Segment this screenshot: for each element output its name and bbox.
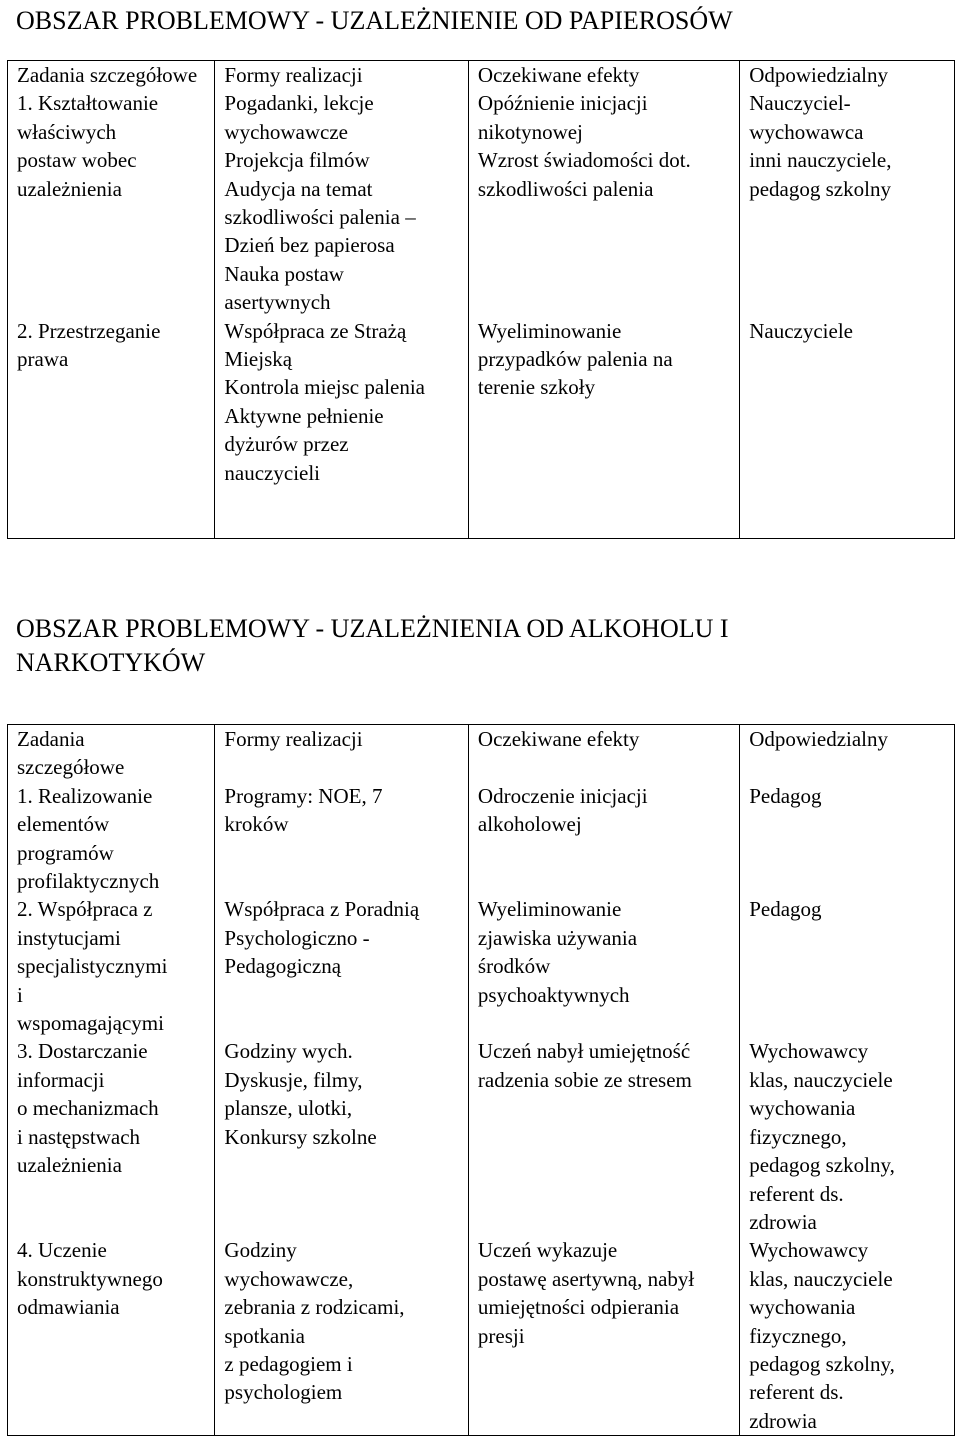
cell-text-line: Programy: NOE, 7 [224,783,383,808]
forms-cell [215,1236,469,1435]
cell-text-line: pedagog szkolny, [749,1351,895,1376]
cell-text-line: wychowawcze [224,119,349,144]
cell-text-line: postawę asertywną, nabył [477,1266,695,1291]
cell-text-line: Godziny [224,1238,297,1263]
cell-text-line: psychologiem [224,1380,343,1405]
effects-cell [468,317,739,539]
cell-text-line: Dyskusje, filmy, [224,1067,363,1092]
cell-text-line: referent ds. [749,1181,844,1206]
cell-text-line: instytucjami [17,925,121,950]
cell-text-line: dyżurów przez [224,432,349,457]
cell-text-line: przypadków palenia na [477,347,673,372]
cell-text-line: Wyeliminowanie [477,318,622,343]
table-header-row [8,61,955,90]
cell-text-line: elementów [17,812,110,837]
cell-text-line: nikotynowej [477,119,583,144]
cell-text-line: wychowania [749,1096,856,1121]
effects-cell [468,1236,739,1435]
cell-text-line: uzależnienia [17,176,122,201]
task-cell [8,317,215,539]
cell-text-line: fizycznego, [749,1323,847,1348]
cell-text-line: Pedagog [749,897,822,922]
cell-text-line: odmawiania [17,1295,120,1320]
cell-text-line: klas, nauczyciele [749,1067,893,1092]
table-row [8,317,955,539]
cell-text-line: klas, nauczyciele [749,1266,893,1291]
cell-text-line: Projekcja filmów [224,148,370,173]
cell-text-line: radzenia sobie ze stresem [477,1067,692,1092]
responsible-cell [740,1037,955,1236]
effects-cell: Oczekiwane efekty Odroczenie inicjacji alkoholowej [468,725,739,896]
cell-text-line: zjawiska używania [477,925,638,950]
cell-text-line: 1. Realizowanie [17,783,153,808]
cell-text-line: zebrania z rodzicami, [224,1295,405,1320]
table-cigarettes [7,60,955,539]
cell-text-line: pedagog szkolny, [749,1153,895,1178]
task-cell: Zadania szczegółowe 1. Realizowanie elementów programów profilaktycznych [8,725,215,896]
cell-text-line: Audycja na temat [224,176,373,201]
cell-text-line: Wychowawcy [749,1039,869,1064]
forms-cell [215,89,469,316]
cell-text-line: kroków [224,812,289,837]
cell-text-line: Konkursy szkolne [224,1124,377,1149]
cell-text-line: Pogadanki, lekcje [224,91,374,116]
cell-text-line: Opóźnienie inicjacji [477,91,648,116]
cell-text-line: Wychowawcy [749,1238,869,1263]
cell-text-line: prawa [17,347,69,372]
table-row [8,1236,955,1435]
cell-text-line: presji [477,1323,525,1348]
cell-text-line: Wyeliminowanie [477,897,622,922]
cell-text-line: Wzrost świadomości dot. [477,148,691,173]
forms-cell: Formy realizacji Programy: NOE, 7 kroków [215,725,469,896]
cell-text-line: terenie szkoły [477,375,596,400]
cell-text-line: Uczeń wykazuje [477,1238,618,1263]
cell-text-line: alkoholowej [477,812,582,837]
effects-cell [468,895,739,1037]
cell-text-line: Uczeń nabył umiejętność [477,1039,691,1064]
cell-text-line: Odroczenie inicjacji [477,783,648,808]
cell-text-line: nauczycieli [224,460,321,485]
table-row [8,89,955,316]
cell-text-line: postaw wobec [17,148,137,173]
effects-cell [468,89,739,316]
cell-text-line: konstruktywnego [17,1266,163,1291]
cell-text-line: Psychologiczno - [224,925,370,950]
cell-text-line: szkodliwości palenia [477,176,654,201]
cell-text-line: Nauczyciele [749,318,853,343]
cell-text-line: 4. Uczenie [17,1238,107,1263]
cell-text-line: psychoaktywnych [477,982,630,1007]
section-title-alcohol-drugs: OBSZAR PROBLEMOWY - UZALEŻNIENIA OD ALKOHOLU I NARKOTYKÓW [16,614,729,677]
cell-text-line: zdrowia [749,1408,817,1433]
task-cell [8,1037,215,1236]
cell-text-line: wychowawca [749,119,864,144]
cell-text-line: specjalistycznymi [17,954,168,979]
section-title-cigarettes: OBSZAR PROBLEMOWY - UZALEŻNIENIE OD PAPIEROSÓW [16,6,733,35]
cell-text-line: zdrowia [749,1209,817,1234]
cell-text-line: o mechanizmach [17,1096,159,1121]
forms-cell [215,317,469,539]
cell-text-line: szkodliwości palenia – [224,205,416,230]
cell-text-line: inni nauczyciele, [749,148,892,173]
cell-text-line: 2. Przestrzeganie [17,318,161,343]
cell-text-line: profilaktycznych [17,869,160,894]
cell-text-line: Współpraca z Poradnią [224,897,420,922]
responsible-cell [740,1236,955,1435]
cell-text-line: Kontrola miejsc palenia [224,375,426,400]
cell-text-line: Godziny wych. [224,1039,353,1064]
header-cell: Oczekiwane efekty [468,61,739,90]
task-cell [8,89,215,316]
header-cell: Odpowiedzialny [740,61,955,90]
cell-text-line: 3. Dostarczanie [17,1039,148,1064]
cell-text-line: wychowawcze, [224,1266,354,1291]
cell-text-line: środków [477,954,551,979]
cell-text-line: referent ds. [749,1380,844,1405]
responsible-cell [740,895,955,1037]
responsible-cell [740,317,955,539]
task-cell [8,1236,215,1435]
forms-cell [215,1037,469,1236]
cell-text-line: fizycznego, [749,1124,847,1149]
forms-cell [215,895,469,1037]
cell-text-line: Nauka postaw [224,261,344,286]
cell-text-line: Miejską [224,347,293,372]
table-row [8,895,955,1037]
cell-text-line: i [17,982,23,1007]
cell-text-line: wspomagającymi [17,1011,164,1036]
cell-text-line: 2. Współpraca z [17,897,153,922]
cell-text-line: Pedagog [749,783,822,808]
cell-text-line: Współpraca ze Strażą [224,318,407,343]
header-cell: Formy realizacji [215,61,469,90]
cell-text-line: Aktywne pełnienie [224,403,384,428]
cell-text-line: spotkania [224,1323,305,1348]
cell-text-line: uzależnienia [17,1153,122,1178]
cell-text-line: plansze, ulotki, [224,1096,353,1121]
responsible-cell: Odpowiedzialny Pedagog [740,725,955,896]
cell-text-line: wychowania [749,1295,856,1320]
responsible-cell [740,89,955,316]
cell-text-line: asertywnych [224,290,331,315]
cell-text-line: Dzień bez papierosa [224,233,395,258]
cell-text-line: pedagog szkolny [749,176,891,201]
cell-text-line: z pedagogiem i [224,1351,353,1376]
table-row [8,1037,955,1236]
cell-text-line: i następstwach [17,1124,141,1149]
cell-text-line: programów [17,840,114,865]
cell-text-line: Nauczyciel- [749,91,851,116]
cell-text-line: 1. Kształtowanie [17,91,159,116]
table-row [8,725,955,896]
cell-text-line: umiejętności odpierania [477,1295,680,1320]
cell-text-line: Pedagogiczną [224,954,342,979]
effects-cell [468,1037,739,1236]
cell-text-line: informacji [17,1067,105,1092]
cell-text-line: właściwych [17,119,117,144]
header-cell: Zadania szczegółowe [8,61,215,90]
task-cell [8,895,215,1037]
table-alcohol-drugs [7,724,955,1436]
